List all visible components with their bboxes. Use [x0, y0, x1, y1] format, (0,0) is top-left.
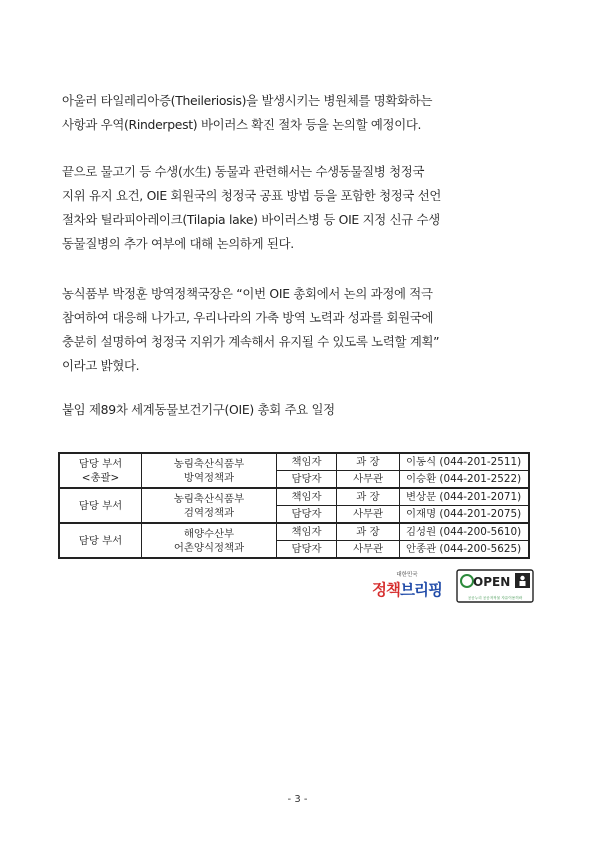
title-cell: 사무관 [337, 471, 400, 489]
title-cell: 과 장 [337, 523, 400, 541]
text-line: 절차와 틸라피아레이크(Tilapia lake) 바이러스병 등 OIE 지정 신규 수생 [62, 212, 440, 227]
role-cell: 담당자 [277, 471, 337, 489]
org-ministry: 해양수산부 [183, 527, 235, 540]
role-cell: 책임자 [277, 488, 337, 506]
org-division: 방역정책과 [183, 471, 235, 484]
paragraph-aquatic-animals [62, 160, 540, 256]
text-line: 충분히 설명하여 청정국 지위가 계속해서 유지될 수 있도록 노력할 계획” [62, 334, 440, 349]
paragraph-theileriosis [62, 89, 540, 137]
dept-label: 담당 부서 [78, 499, 123, 512]
role-cell: 책임자 [277, 523, 337, 541]
text-line: 동물질병의 추가 여부에 대해 논의하게 된다. [62, 236, 294, 251]
dept-label: 담당 부서 [78, 457, 123, 470]
policy-briefing-logo [372, 570, 442, 599]
table-row [59, 488, 529, 506]
footer-logos [369, 569, 534, 603]
title-cell: 과 장 [337, 453, 400, 471]
org-ministry: 농림축산식품부 [173, 457, 245, 470]
dept-cell [59, 453, 142, 488]
text-line: 이라고 밝혔다. [62, 358, 140, 373]
text-line: 아울러 타일레리아증(Theileriosis)을 발생시키는 병원체를 명확화하는 [62, 93, 433, 108]
name-cell: 변상문 (044-201-2071) [400, 488, 530, 506]
logo-main-text: 정책브리핑 [372, 581, 442, 599]
org-division: 검역정책과 [183, 506, 235, 519]
name-cell: 안종관 (044-200-5625) [400, 541, 530, 559]
text-line: 지위 유지 요건, OIE 회원국의 청정국 공표 방법 등을 포함한 청정국 선언 [62, 188, 442, 203]
dept-sub: <총괄> [81, 471, 120, 484]
title-cell: 과 장 [337, 488, 400, 506]
org-ministry: 농림축산식품부 [173, 492, 245, 505]
open-license-logo [457, 570, 533, 602]
org-cell [142, 488, 277, 523]
text-line: 참여하여 대응해 나가고, 우리나라의 가축 방역 노력과 성과를 회원국에 [62, 310, 434, 325]
text-line: 사항과 우역(Rinderpest) 바이러스 확진 절차 등을 논의할 예정이다. [62, 117, 422, 132]
paragraph-director-quote [62, 282, 540, 378]
open-o-icon [461, 575, 473, 587]
org-cell [142, 523, 277, 558]
logo-small-text: 대한민국 [396, 572, 418, 578]
text-line: 농식품부 박정훈 방역정책국장은 “이번 OIE 총회에서 논의 과정에 적극 [62, 286, 433, 301]
dept-cell [59, 488, 142, 523]
name-cell: 이재명 (044-201-2075) [400, 506, 530, 524]
table-row [59, 453, 529, 471]
open-sub-text: 공공누리 공공저작물 자유이용허락 [467, 596, 523, 600]
name-cell: 김성원 (044-200-5610) [400, 523, 530, 541]
name-cell: 이승환 (044-201-2522) [400, 471, 530, 489]
table-row [59, 523, 529, 541]
page-number: - 3 - [287, 794, 308, 805]
role-cell: 책임자 [277, 453, 337, 471]
dept-label: 담당 부서 [78, 534, 123, 547]
title-cell: 사무관 [337, 541, 400, 559]
open-logo-text: OPEN [473, 575, 511, 589]
attribution-body [520, 581, 526, 586]
org-cell [142, 453, 277, 488]
role-cell: 담당자 [277, 506, 337, 524]
title-cell: 사무관 [337, 506, 400, 524]
org-division: 어촌양식정책과 [173, 541, 245, 554]
attribution-head [520, 576, 524, 580]
name-cell: 이동식 (044-201-2511) [400, 453, 530, 471]
role-cell: 담당자 [277, 541, 337, 559]
contact-table [58, 452, 530, 559]
text-line: 끝으로 물고기 등 수생(水生) 동물과 관련해서는 수생동물질병 청정국 [62, 164, 425, 179]
dept-cell [59, 523, 142, 558]
attachment-note: 붙임 제89차 세계동물보건기구(OIE) 총회 주요 일정 [62, 402, 335, 417]
